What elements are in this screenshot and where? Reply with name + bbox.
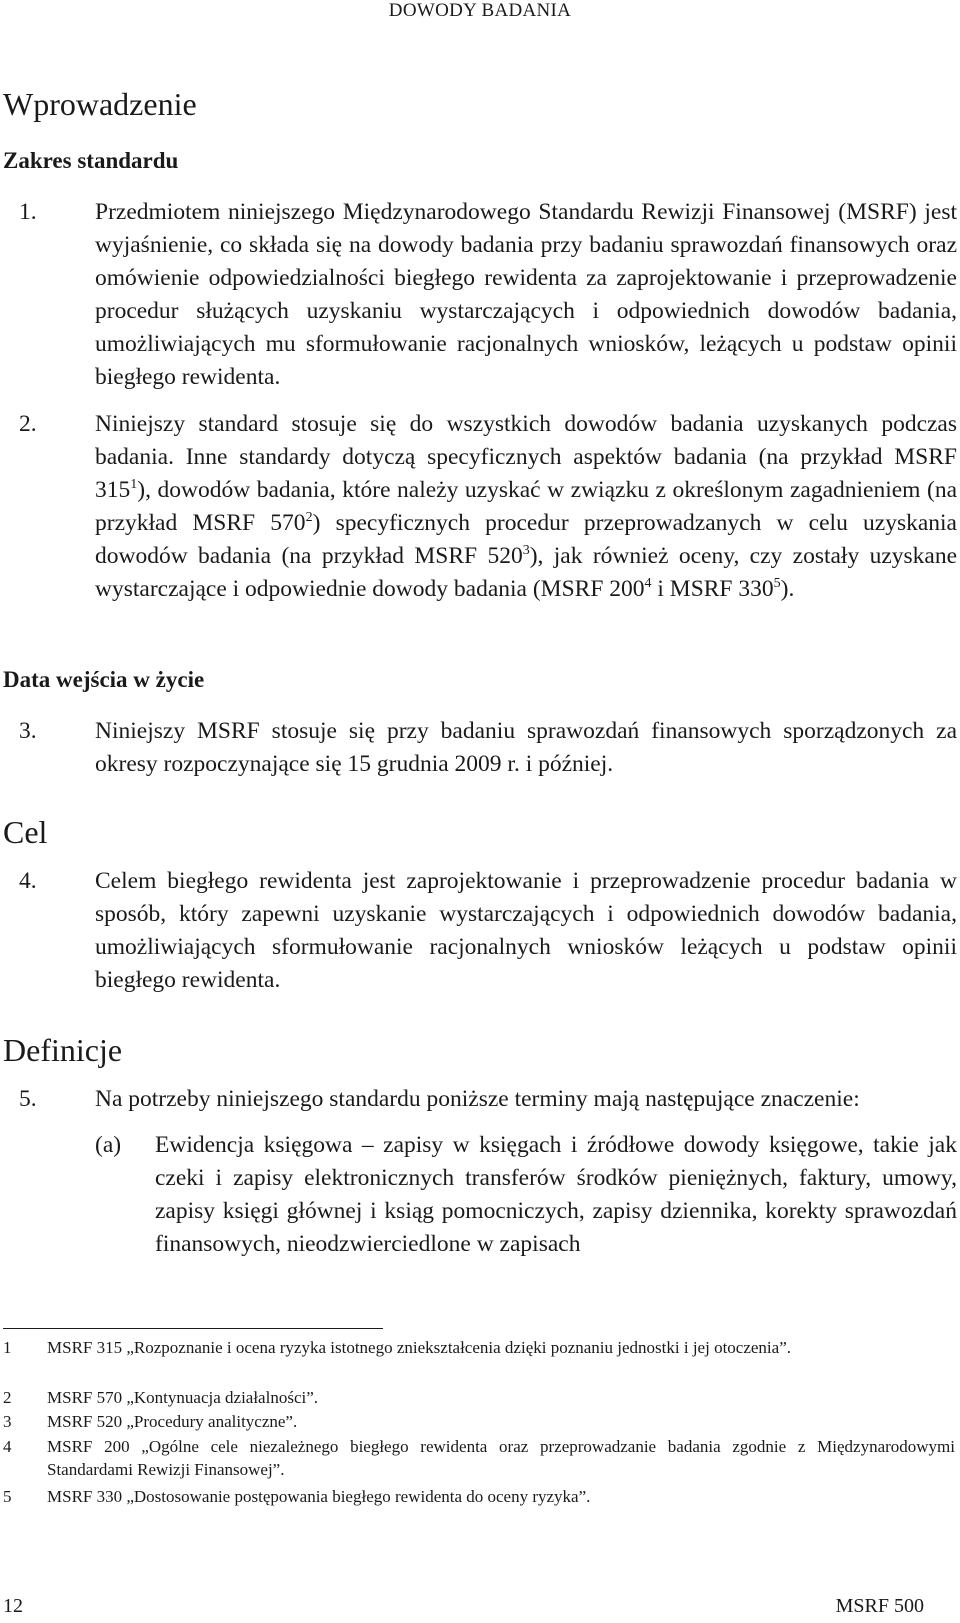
footnote-text: MSRF 520 „Procedury analityczne”.: [47, 1412, 298, 1431]
paragraph-number: 4.: [19, 868, 37, 894]
paragraph-text: Na potrzeby niniejszego standardu poniższe terminy mają następujące znaczenie:: [95, 1086, 860, 1112]
page-number: 12: [3, 1595, 23, 1617]
section-title-definitions: Definicje: [3, 1032, 123, 1068]
paragraph-text: Celem biegłego rewidenta jest zaprojektowanie i przeprowadzenie procedur badania w sposób, który zapewni uzyskanie wystarczających i odpowiednich dowodów badania, umożliwiających sformułowanie racjonalnych wniosków leżących u podstaw opinii biegłego rewidenta.: [95, 868, 957, 993]
paragraph-number: 3.: [19, 718, 37, 744]
footnote-text: MSRF 570 „Kontynuacja działalności”.: [47, 1388, 319, 1407]
paragraph-text: [95, 408, 957, 606]
footnote-ref[interactable]: 1: [130, 477, 138, 492]
text-segment: i MSRF 330: [651, 576, 774, 602]
definition-text: Ewidencja księgowa – zapisy w księgach i źródłowe dowody księgowe, takie jak czeki i zapisy elektronicznych transferów środków pieniężnych, faktury, umowy, zapisy księgi głównej i ksiąg pomocniczych, zapisy dziennika, korekty sprawozdań finansowych, nieodzwierciedlone w zapisach: [155, 1132, 957, 1257]
footnote-divider: [3, 1328, 383, 1329]
footnote-number: 4: [3, 1437, 12, 1456]
footnote-number: 5: [3, 1487, 12, 1506]
paragraph-number: 5.: [19, 1086, 37, 1112]
footnote-ref[interactable]: 4: [644, 576, 652, 591]
footnote-text: MSRF 330 „Dostosowanie postępowania biegłego rewidenta do oceny ryzyka”.: [47, 1487, 591, 1506]
text-segment: Niniejszy standard stosuje się do wszystkich dowodów badania uzyskanych podczas badania. Inne standardy dotyczą specyficznych aspektów badania (na przykład MSRF 315: [95, 411, 957, 503]
paragraph-number: 2.: [19, 411, 37, 437]
paragraph-text: Niniejszy MSRF stosuje się przy badaniu sprawozdań finansowych sporządzonych za okresy rozpoczynające się 15 grudnia 2009 r. i później.: [95, 718, 957, 777]
footnote-ref[interactable]: 3: [522, 543, 530, 558]
footnote-number: 1: [3, 1338, 12, 1357]
paragraph-text: Przedmiotem niniejszego Międzynarodowego Standardu Rewizji Finansowej (MSRF) jest wyjaśnienie, co składa się na dowody badania przy badaniu sprawozdań finansowych oraz omówienie odpowiedzialności biegłego rewidenta za zaprojektowanie i przeprowadzenie procedur służących uzyskaniu wystarczających i odpowiednich dowodów badania, umożliwiających mu sformułowanie racjonalnych wniosków, leżących u podstaw opinii biegłego rewidenta.: [95, 199, 957, 390]
document-code: MSRF 500: [835, 1595, 924, 1617]
footnote-number: 2: [3, 1388, 12, 1407]
text-segment: ), jak również oceny, czy zostały uzyskane wystarczające i odpowiednie dowody badania (MSRF 200: [95, 543, 958, 602]
paragraph-number: 1.: [19, 199, 37, 225]
subsection-title-effective-date: Data wejścia w życie: [3, 667, 205, 692]
footnote-text: MSRF 200 „Ogólne cele niezależnego biegłego rewidenta oraz przeprowadzanie badania zgodnie z Międzynarodowymi Standardami Rewizji Finansowej”.: [47, 1437, 955, 1479]
section-title-introduction: Wprowadzenie: [3, 86, 197, 122]
text-segment: ) specyficznych procedur przeprowadzanych w celu uzyskania dowodów badania (na przykład MSRF 520: [95, 510, 957, 569]
footnote-number: 3: [3, 1412, 12, 1431]
section-title-objective: Cel: [3, 814, 48, 850]
footnote-ref[interactable]: 2: [305, 510, 313, 525]
footnote-text: MSRF 315 „Rozpoznanie i ocena ryzyka istotnego zniekształcenia dzięki poznaniu jednostki i jej otoczenia”.: [47, 1338, 791, 1357]
text-segment: ), dowodów badania, które należy uzyskać w związku z określonym zagadnieniem (na przykład MSRF 570: [95, 477, 957, 536]
text-segment: ).: [780, 576, 795, 602]
definition-label: (a): [95, 1132, 122, 1158]
subsection-title-scope: Zakres standardu: [3, 148, 179, 173]
running-header: DOWODY BADANIA: [388, 0, 572, 21]
footnote-ref[interactable]: 5: [773, 576, 781, 591]
